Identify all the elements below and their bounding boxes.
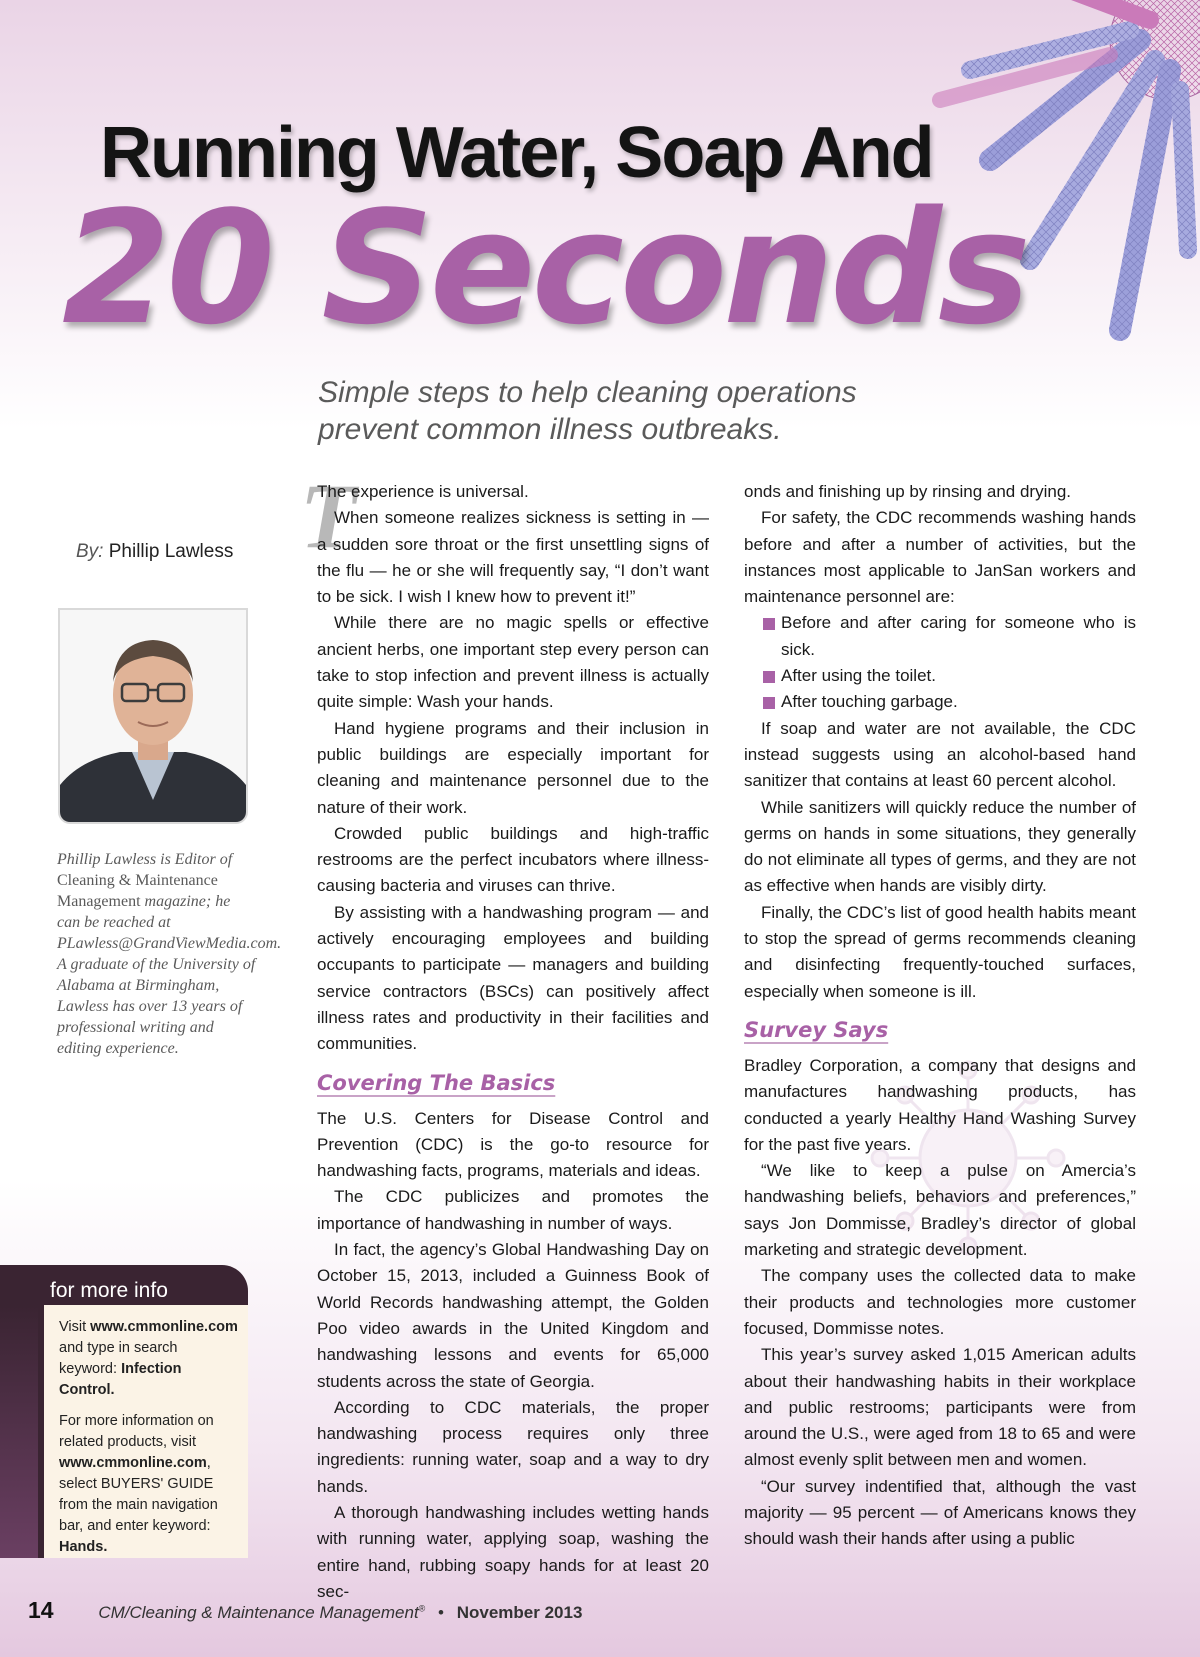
- paragraph: For safety, the CDC recommends washing hands before and after a number of activities, but the instances most applicable to JanSan workers and maintenance personnel are:: [744, 508, 1136, 607]
- page-number: 14: [28, 1597, 54, 1623]
- paragraph: onds and finishing up by rinsing and drying.: [744, 482, 1071, 501]
- author-bio: [57, 849, 282, 1059]
- info-box-body: [44, 1305, 248, 1558]
- info-keyword: Hands.: [59, 1539, 108, 1555]
- footer-publication: CM/Cleaning & Maintenance Management: [98, 1603, 419, 1622]
- author-name: Phillip Lawless: [108, 541, 234, 562]
- list-item: After using the toilet.: [763, 663, 1136, 689]
- issue-date: November 2013: [456, 1603, 583, 1622]
- section-heading-survey: Survey Says: [744, 1017, 889, 1042]
- more-info-box: [0, 1265, 248, 1558]
- info-text: For more information on related products, visit: [59, 1413, 214, 1450]
- paragraph: When someone realizes sickness is setting in — a sudden sore throat or the first unsettling signs of the flu — he or she will frequently say, “I don’t want to be sick. I wish I knew how to prevent it!”: [317, 508, 709, 607]
- list-item: Before and after caring for someone who is sick.: [763, 610, 1136, 663]
- list-item: After touching garbage.: [763, 689, 1136, 715]
- info-link[interactable]: www.cmmonline.com: [90, 1319, 238, 1335]
- info-link[interactable]: www.cmmonline.com: [59, 1455, 207, 1471]
- article-column-2: [744, 479, 1136, 1553]
- info-text: Visit: [59, 1319, 91, 1335]
- info-paragraph-2: [59, 1411, 238, 1558]
- paragraph: A thorough handwashing includes wetting hands with running water, applying soap, washing the entire hand, rubbing soapy hands for at least 20 sec-: [317, 1502, 709, 1601]
- paragraph: Crowded public buildings and high-traffic restrooms are the perfect incubators where illness-causing bacteria and viruses can thrive.: [317, 823, 709, 896]
- paragraph: The experience is universal.: [317, 482, 529, 501]
- info-text: , select BUYERS' GUIDE from the main navigation bar, and enter keyword:: [59, 1455, 218, 1534]
- title-line-2: 20 Seconds: [62, 177, 1027, 359]
- author-photo: [58, 608, 248, 824]
- paragraph: If soap and water are not available, the CDC instead suggests using an alcohol-based hand sanitizer that contains at least 60 percent alcohol.: [744, 718, 1136, 791]
- paragraph: The company uses the collected data to make their products and technologies more customer focused, Dommisse notes.: [744, 1266, 1136, 1338]
- bio-text-post: magazine; he can be reached at PLawless@GrandViewMedia.com. A graduate of the University of Alabama at Birmingham, Lawless has over 13 years of professional writing and editing experience.: [57, 893, 282, 1057]
- title-line-1: Running Water, Soap And: [100, 113, 933, 193]
- page-footer: [28, 1597, 582, 1624]
- paragraph: Bradley Corporation, a company that designs and manufactures handwashing products, has conducted a yearly Healthy Hand Washing Survey for the past five years.: [744, 1055, 1136, 1154]
- paragraph: In fact, the agency’s Global Handwashing Day on October 15, 2013, included a Guinness Book of World Records handwashing attempt, the Golden Poo video awards in the United Kingdom and handwashing lessons and events for 65,000 students across the state of Georgia.: [317, 1240, 709, 1391]
- info-box-title: for more info: [50, 1279, 168, 1302]
- paragraph: Finally, the CDC’s list of good health habits meant to stop the spread of germs recommends cleaning and disinfecting frequently-touched surfaces, especially when someone is ill.: [744, 902, 1136, 1001]
- paragraph: By assisting with a handwashing program — and actively encouraging employees and building occupants to participate — managers and building service contractors (BSCs) can positively affect illness rates and productivity in their facilities and communities.: [317, 902, 709, 1054]
- paragraph: Hand hygiene programs and their inclusion in public buildings are especially important for cleaning and maintenance personnel due to the nature of their work.: [317, 718, 709, 817]
- info-paragraph-1: [59, 1317, 238, 1401]
- info-keyword: Infection Control.: [59, 1361, 182, 1398]
- section-heading-basics: Covering The Basics: [317, 1070, 556, 1095]
- paragraph: While sanitizers will quickly reduce the number of germs on hands in some situations, they generally do not eliminate all types of germs, and they are not as effective when hands are visibly dirty.: [744, 797, 1136, 896]
- info-box-side-bar: [0, 1305, 38, 1558]
- paragraph: “Our survey indentified that, although the vast majority — 95 percent — of Americans knows they should wash their hands after using a public: [744, 1476, 1136, 1549]
- drop-cap: T: [300, 465, 357, 567]
- subtitle: Simple steps to help cleaning operations prevent common illness outbreaks.: [318, 376, 857, 446]
- byline: [76, 541, 233, 563]
- paragraph: The CDC publicizes and promotes the importance of handwashing in number of ways.: [317, 1187, 709, 1233]
- paragraph: While there are no magic spells or effective ancient herbs, one important step every person can take to stop infection and prevent illness is actually quite simple: Wash your hands.: [317, 613, 709, 712]
- bullet-list: [744, 610, 1136, 715]
- footer-separator: •: [438, 1603, 444, 1622]
- paragraph: “We like to keep a pulse on Amercia’s handwashing beliefs, behaviors and preferences,” says Jon Dommisse, Bradley’s director of global marketing and strategic development.: [744, 1161, 1136, 1260]
- paragraph: According to CDC materials, the proper handwashing process requires only three ingredients: running water, soap and a way to dry hands.: [317, 1397, 709, 1496]
- info-text: and type in search keyword:: [59, 1340, 178, 1377]
- paragraph: This year’s survey asked 1,015 American adults about their handwashing habits in their workplace and public restrooms; participants were from around the U.S., were aged from 18 to 65 and were almost evenly split between men and women.: [744, 1345, 1136, 1470]
- paragraph: The U.S. Centers for Disease Control and Prevention (CDC) is the go-to resource for handwashing facts, programs, materials and ideas.: [317, 1108, 709, 1181]
- bio-publication: Cleaning & Maintenance Management: [57, 872, 218, 910]
- article-column-1: [317, 479, 709, 1605]
- registered-mark: ®: [418, 1603, 426, 1614]
- bio-text-pre: Phillip Lawless is Editor of: [57, 851, 233, 868]
- byline-prefix: By:: [76, 541, 104, 562]
